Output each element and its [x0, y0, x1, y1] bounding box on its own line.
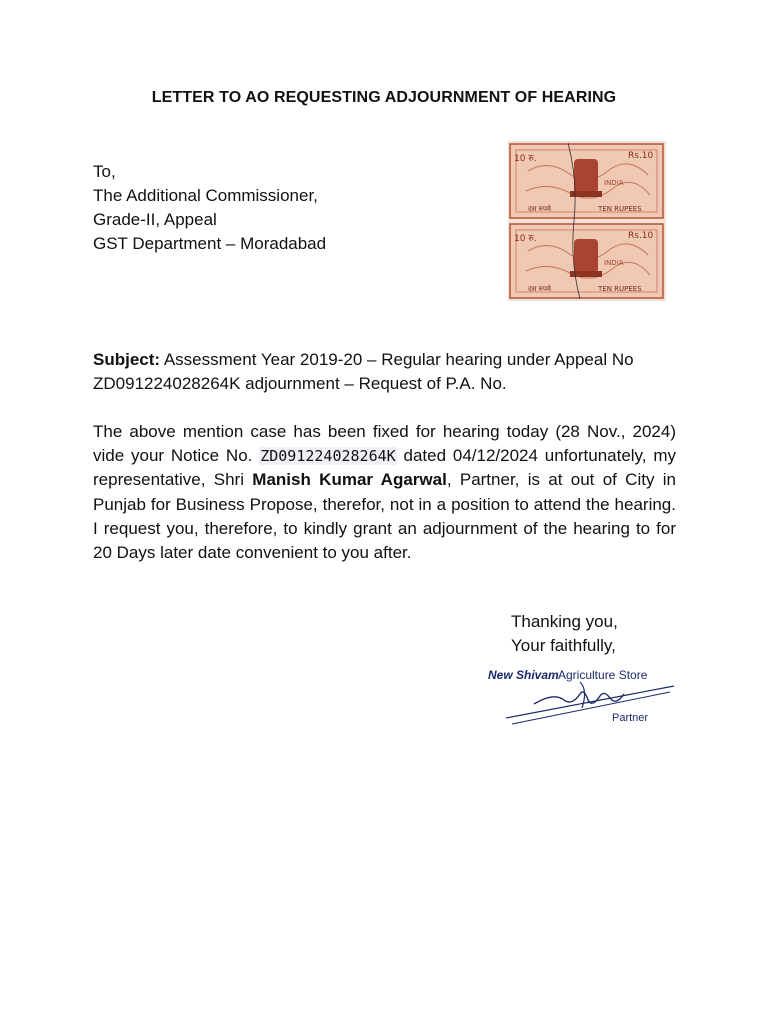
- recipient-address: [93, 160, 326, 256]
- address-line-3: GST Department – Moradabad: [93, 234, 327, 253]
- body-part-2: dated 04/12/2024 unfortunately, my representative, Shri: [93, 446, 676, 490]
- subject-line: [93, 348, 676, 396]
- closing-line-1: Thanking you,: [511, 612, 618, 631]
- stamp-1-hindi: दस रुपये: [528, 205, 551, 213]
- address-line-2: Grade-II, Appeal: [93, 210, 217, 229]
- partner-label: Partner: [612, 712, 649, 724]
- signature-icon: [506, 682, 674, 724]
- body-part-3: , Partner, is at out of City in Punjab for Business Propose, therefor, not in a position to attend the hearing. I request you, therefore, to kindly grant an adjournment of the hearing to for 20 Days later date convenient to you after.: [93, 470, 676, 563]
- stamp-2-english: TEN RUPEES: [598, 285, 642, 293]
- subject-label: Subject:: [93, 350, 161, 369]
- stamp-1-small-value: 10 रु.: [514, 154, 537, 164]
- stamp-2-small-value: 10 रु.: [514, 234, 537, 244]
- firm-seal-signature: [484, 664, 684, 732]
- firm-name-rest: Agriculture Store: [558, 668, 648, 682]
- stamp-2-denomination: Rs.10: [628, 231, 654, 241]
- notice-number: ZD091224028264K: [260, 447, 396, 466]
- closing-line-2: Your faithfully,: [511, 636, 616, 655]
- closing: [511, 610, 618, 658]
- representative-name: Manish Kumar Agarwal: [252, 470, 447, 490]
- body-part-1: The above mention case has been fixed for hearing today (28 Nov., 2024) vide your Notice No.: [93, 422, 676, 466]
- subject-text: Assessment Year 2019-20 – Regular hearing under Appeal No ZD091224028264K adjournment – Request of P.A. No.: [93, 350, 634, 393]
- revenue-stamp-2: [510, 224, 663, 298]
- stamp-2-country: INDIA: [604, 259, 624, 267]
- revenue-stamps-image: [508, 141, 666, 301]
- stamp-1-english: TEN RUPEES: [598, 205, 642, 213]
- salutation: To,: [93, 162, 116, 181]
- stamp-1-denomination: Rs.10: [628, 151, 654, 161]
- letter-heading: LETTER TO AO REQUESTING ADJOURNMENT OF HEARING: [151, 89, 617, 106]
- stamp-1-country: INDIA: [604, 179, 624, 187]
- firm-name-bold: New Shivam: [488, 668, 559, 682]
- address-line-1: The Additional Commissioner,: [93, 186, 318, 205]
- body-paragraph: [93, 420, 676, 565]
- stamp-2-hindi: दस रुपये: [528, 285, 551, 293]
- revenue-stamp-1: [510, 144, 663, 218]
